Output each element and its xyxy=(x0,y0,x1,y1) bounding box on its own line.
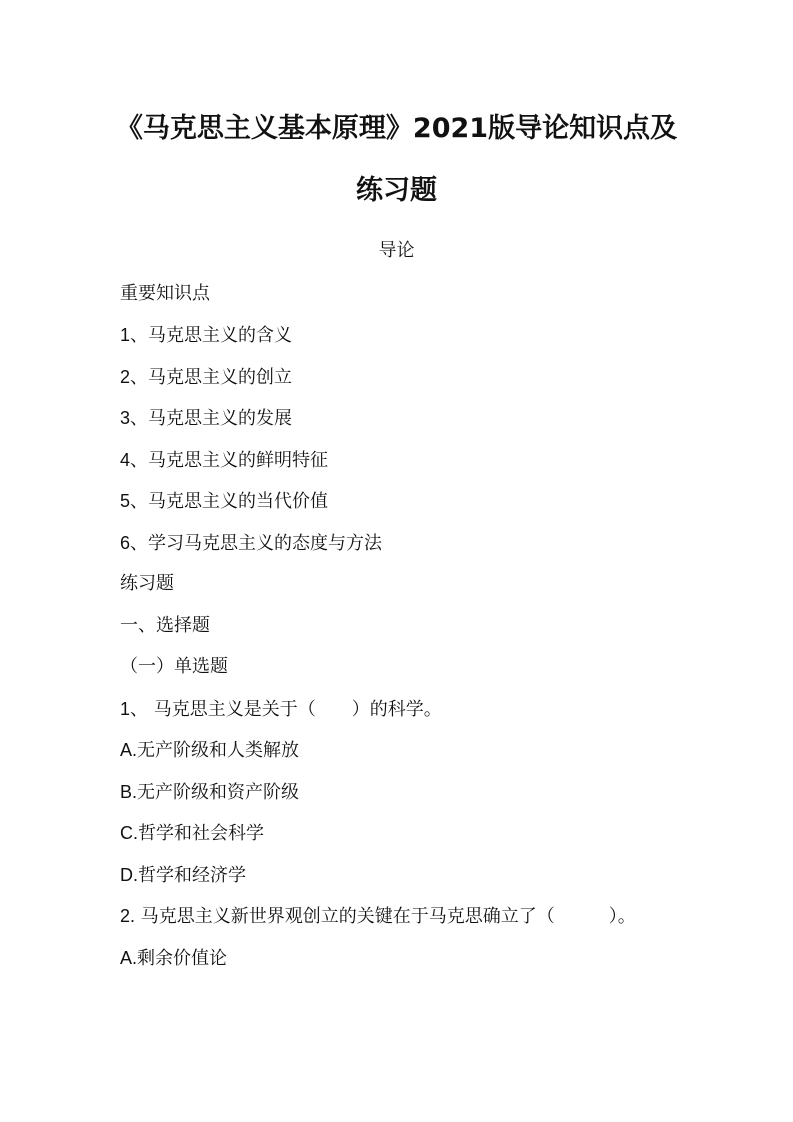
key-point-item xyxy=(120,365,292,390)
key-point-text: 马克思主义的鲜明特征 xyxy=(148,450,329,471)
document-title-line-2: 练习题 xyxy=(356,175,437,206)
key-point-text: 马克思主义的含义 xyxy=(148,325,293,346)
question-1-option-b xyxy=(120,780,299,805)
key-point-text: 马克思主义的创立 xyxy=(148,367,293,388)
key-point-item xyxy=(120,448,328,473)
key-point-number: 4、 xyxy=(120,450,149,470)
key-point-text: 学习马克思主义的态度与方法 xyxy=(148,533,383,554)
subpart-heading: （一）单选题 xyxy=(120,656,228,677)
key-point-item xyxy=(120,406,292,431)
option-text: 哲学和社会科学 xyxy=(138,823,264,844)
key-point-number: 3、 xyxy=(120,408,149,428)
question-1-option-c xyxy=(120,821,264,846)
option-text: 哲学和经济学 xyxy=(138,865,246,886)
question-1-option-a xyxy=(120,738,299,763)
key-points-heading: 重要知识点 xyxy=(120,283,210,304)
option-label: C. xyxy=(120,823,138,843)
key-point-text: 马克思主义的发展 xyxy=(148,408,293,429)
key-point-number: 6、 xyxy=(120,533,149,553)
key-point-item xyxy=(120,531,382,556)
key-point-number: 2、 xyxy=(120,367,149,387)
option-text: 无产阶级和资产阶级 xyxy=(137,782,300,803)
option-text: 无产阶级和人类解放 xyxy=(137,740,300,761)
document-title-line-1: 《马克思主义基本原理》2021版导论知识点及 xyxy=(115,113,678,144)
option-label: B. xyxy=(120,782,138,802)
question-text: 马克思主义新世界观创立的关键在于马克思确立了（ ）。 xyxy=(135,906,636,927)
question-1-option-d xyxy=(120,863,246,888)
question-number: 2. xyxy=(120,906,136,926)
key-point-number: 5、 xyxy=(120,491,149,511)
option-label: A. xyxy=(120,948,138,968)
key-point-text: 马克思主义的当代价值 xyxy=(148,491,329,512)
option-label: D. xyxy=(120,865,138,885)
section-heading: 导论 xyxy=(378,240,415,261)
exercises-heading: 练习题 xyxy=(120,573,174,594)
option-label: A. xyxy=(120,740,138,760)
key-point-item xyxy=(120,489,328,514)
question-1 xyxy=(120,697,442,722)
question-text: 马克思主义是关于（ ）的科学。 xyxy=(148,699,442,720)
part-heading: 一、选择题 xyxy=(120,615,210,636)
key-point-number: 1、 xyxy=(120,325,149,345)
option-text: 剩余价值论 xyxy=(137,948,228,969)
question-number: 1、 xyxy=(120,699,149,719)
key-point-item xyxy=(120,323,292,348)
question-2 xyxy=(120,904,636,929)
question-2-option-a xyxy=(120,946,227,971)
